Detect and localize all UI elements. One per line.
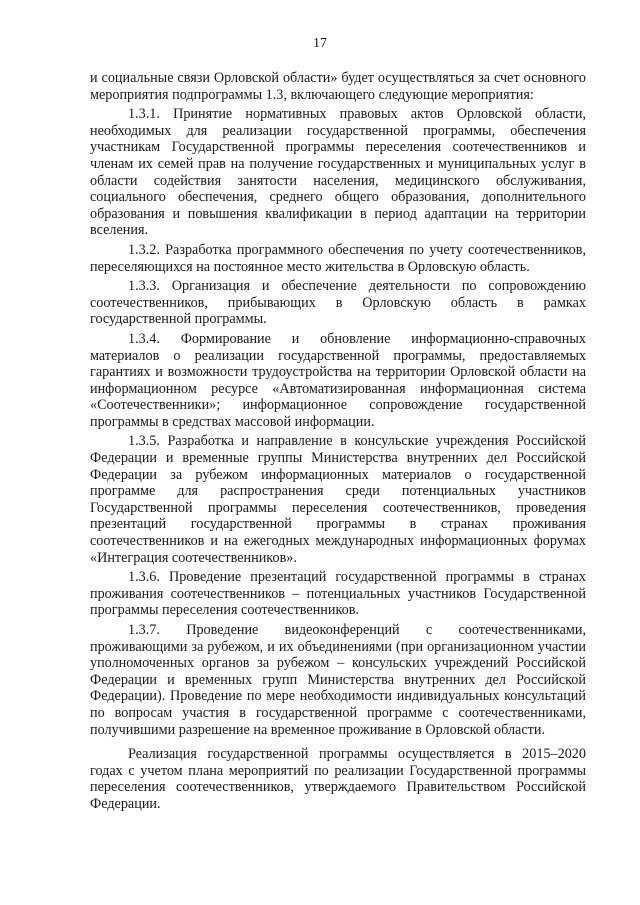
paragraph-conclusion: Реализация государственной программы осуществляется в 2015–2020 годах с учетом плана мероприятий по реализации Государственной программы переселения соотечественников, утверждаемого Правительством Российской Федерации. [90, 746, 586, 812]
paragraph-1-3-7: 1.3.7. Проведение видеоконференций с соотечественниками, проживающими за рубежом, и их объединениями (при организационном участии уполномоченных органов за рубежом – консульских учреждений Российской Федерации и временных групп Министерства внутренних дел Российской Федерации). Проведение по мере необходимости индивидуальных консультаций по вопросам участия в государственной программе с соотечественниками, получившими разрешение на временное проживание в Орловской области. [90, 622, 586, 738]
paragraph-intro: и социальные связи Орловской области» будет осуществляться за счет основного мероприятия подпрограммы 1.3, включающего следующие мероприятия: [90, 70, 586, 103]
paragraph-1-3-4: 1.3.4. Формирование и обновление информационно-справочных материалов о реализации государственной программы, предоставляемых гарантиях и возможности трудоустройства на территории Орловской области на информационном ресурсе «Автоматизированная информационная система «Соотечественники»; информационное сопровождение государственной программы в средствах массовой информации. [90, 330, 586, 430]
paragraph-1-3-1: 1.3.1. Принятие нормативных правовых актов Орловской области, необходимых для реализации государственной программы, обеспечения участникам Государственной программы переселения соотечественников и членам их семей прав на получение государственных и муниципальных услуг в области содействия занятости населения, медицинского обслуживания, социального обеспечения, среднего общего образования, дополнительного образования и повышения квалификации в период адаптации на территории вселения. [90, 106, 586, 239]
document-body [90, 70, 586, 813]
paragraph-1-3-5: 1.3.5. Разработка и направление в консульские учреждения Российской Федерации и временные группы Министерства внутренних дел Российской Федерации за рубежом информационных материалов о государственной программе для распространения среди потенциальных участников Государственной программы переселения соотечественников, проведения презентаций государственной программы в странах проживания соотечественников и на ежегодных международных информационных форумах «Интеграция соотечественников». [90, 433, 586, 566]
paragraph-1-3-2: 1.3.2. Разработка программного обеспечения по учету соотечественников, переселяющихся на постоянное место жительства в Орловскую область. [90, 241, 586, 275]
paragraph-1-3-3: 1.3.3. Организация и обеспечение деятельности по сопровождению соотечественников, прибывающих в Орловскую область в рамках государственной программы. [90, 278, 586, 328]
paragraph-1-3-6: 1.3.6. Проведение презентаций государственной программы в странах проживания соотечественников – потенциальных участников Государственной программы переселения соотечественников. [90, 569, 586, 619]
page-number: 17 [313, 36, 327, 51]
